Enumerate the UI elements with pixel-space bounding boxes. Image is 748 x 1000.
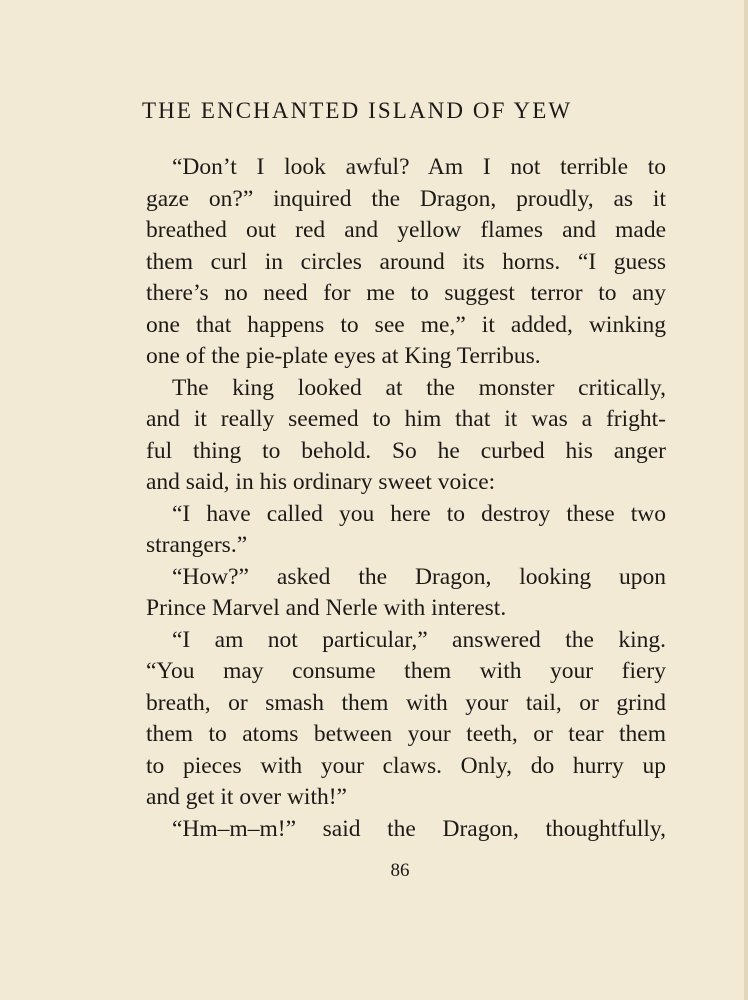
- text-line: The king looked at the monster critically,: [172, 374, 666, 401]
- text-line: them curl in circles around its horns. “I guess: [146, 248, 666, 275]
- text-line: “Hm–m–m!” said the Dragon, thoughtfully,: [172, 815, 666, 842]
- text-line: breathed out red and yellow flames and made: [146, 217, 666, 243]
- text-line: “I have called you here to destroy these two: [172, 500, 666, 527]
- text-line: “How?” asked the Dragon, looking upon: [172, 563, 666, 590]
- text-line: “I am not particular,” answered the king.: [172, 626, 666, 653]
- text-line: Prince Marvel and Nerle with interest.: [146, 595, 507, 621]
- text-line: breath, or smash them with your tail, or grind: [146, 689, 666, 716]
- page-number: 86: [390, 860, 410, 881]
- text-line: ful thing to behold. So he curbed his anger: [146, 437, 666, 464]
- text-line: strangers.”: [146, 532, 248, 558]
- running-head: THE ENCHANTED ISLAND OF YEW: [142, 98, 573, 123]
- page-edge: [744, 0, 748, 1000]
- body-text: [146, 152, 666, 845]
- text-line: gaze on?” inquired the Dragon, proudly, as it: [146, 185, 666, 212]
- text-line: “Don’t I look awful? Am I not terrible to: [172, 154, 666, 180]
- text-line: and said, in his ordinary sweet voice:: [146, 469, 496, 495]
- text-line: and get it over with!”: [146, 784, 347, 810]
- text-line: there’s no need for me to suggest terror to any: [146, 280, 666, 306]
- text-line: “You may consume them with your fiery: [146, 658, 666, 684]
- text-line: and it really seemed to him that it was a fright-: [146, 406, 666, 432]
- text-line: them to atoms between your teeth, or tear them: [146, 721, 666, 747]
- text-line: one that happens to see me,” it added, winking: [146, 311, 666, 338]
- text-line: one of the pie-plate eyes at King Terribus.: [146, 343, 541, 369]
- text-line: to pieces with your claws. Only, do hurry up: [146, 752, 666, 779]
